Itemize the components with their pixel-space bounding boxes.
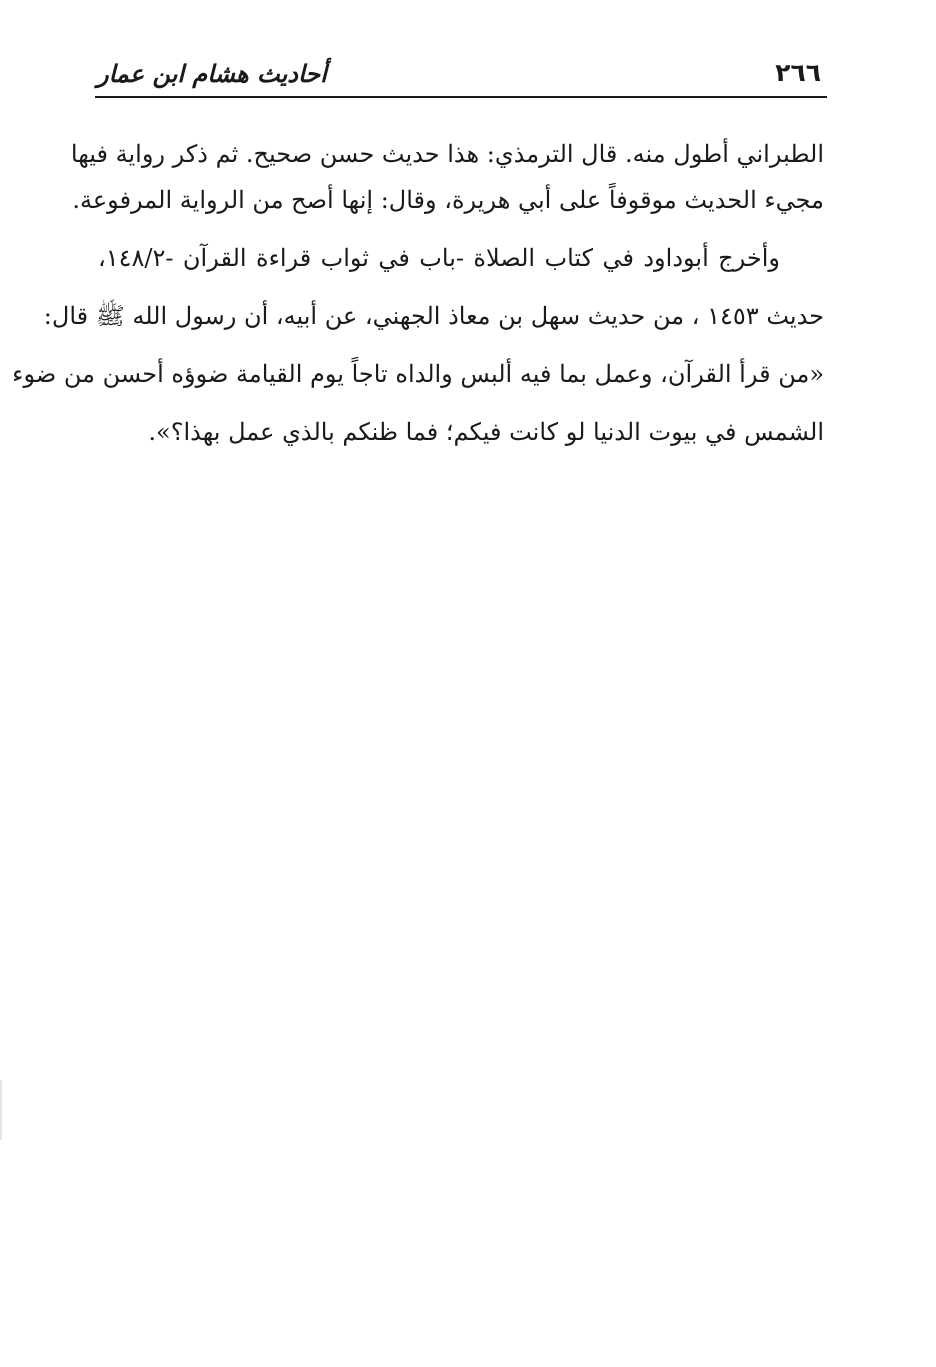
scan-edge-mark xyxy=(0,1080,2,1140)
text-line: الطبراني أطول منه. قال الترمذي: هذا حديث حسن صحيح. ثم ذكر رواية فيها xyxy=(70,140,824,168)
header-divider xyxy=(95,96,827,98)
text-line: الشمس في بيوت الدنيا لو كانت فيكم؛ فما ظنكم بالذي عمل بهذا؟». xyxy=(148,418,824,446)
text-line: وأخرج أبوداود في كتاب الصلاة -باب في ثواب قراءة القرآن -١٤٨/٢، xyxy=(98,244,780,272)
text-line: مجيء الحديث موقوفاً على أبي هريرة، وقال: إنها أصح من الرواية المرفوعة. xyxy=(72,186,824,214)
text-line: «من قرأ القرآن، وعمل بما فيه ألبس والداه تاجاً يوم القيامة ضوؤه أحسن من ضوء xyxy=(12,360,824,388)
page-number: ٢٦٦ xyxy=(775,58,821,87)
body-text xyxy=(12,132,824,468)
text-line: حديث ١٤٥٣ ، من حديث سهل بن معاذ الجهني، عن أبيه، أن رسول الله ﷺ قال: xyxy=(43,302,824,330)
running-title: أحاديث هشام ابن عمار xyxy=(97,60,327,88)
page-header xyxy=(95,52,827,96)
